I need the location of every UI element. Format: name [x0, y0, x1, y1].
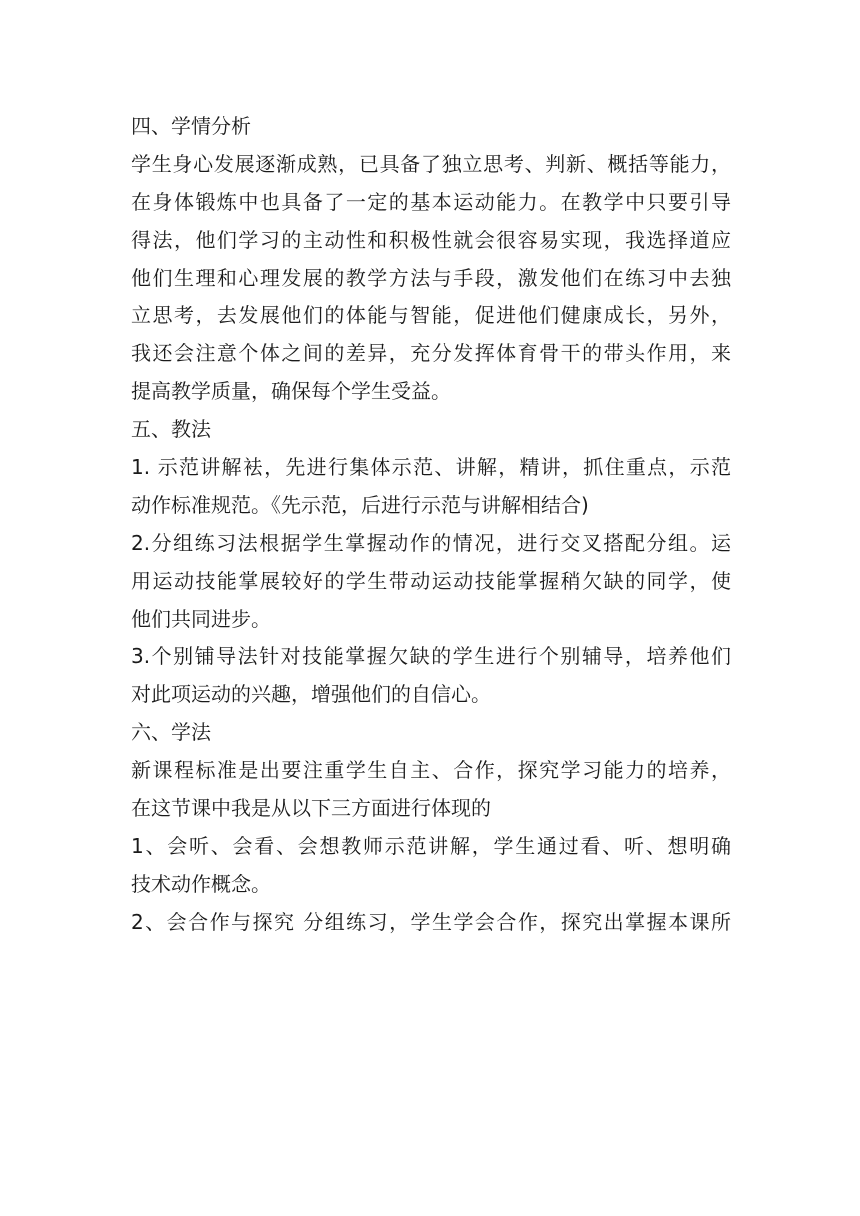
section-heading-teaching-methods: 五、教法 [131, 417, 211, 442]
list-item-line: 用运动技能掌展较好的学生带动运动技能掌握稍欠缺的同学，使 [131, 568, 731, 593]
paragraph-line: 得法，他们学习的主动性和积极性就会很容易实现，我选择道应 [131, 227, 731, 252]
paragraph-line: 在身体锻炼中也具备了一定的基本运动能力。在教学中只要引导 [131, 189, 731, 214]
list-item-line: 技术动作概念。 [131, 871, 271, 896]
document-body [131, 108, 731, 942]
list-item-line: 3.个别铺导法针对技能掌握欠缺的学生进行个别辅导，培养他们 [131, 644, 731, 669]
paragraph-line: 提高教学质量，确保每个学生受益。 [131, 379, 451, 404]
list-item-line: 1. 示范讲解袪，先进行集体示范、讲解，精讲，抓住重点，示范 [131, 455, 731, 480]
list-item-line: 2、会合作与探究 分组练习，学生学会合作，探究出掌握本课所 [131, 909, 731, 934]
paragraph-line: 在这节课中我是从以下三方面进行体现的 [131, 796, 491, 821]
list-item-line: 1、会听、会看、会想教师示范讲解，学生通过看、听、想明确 [131, 833, 731, 858]
list-item-line: 他们共同进步。 [131, 606, 271, 631]
paragraph-line: 立思考，去发展他们的体能与智能，促进他们健康成长，另外， [131, 303, 731, 328]
list-item-line: 对此项运动的兴趣，增强他们的自信心。 [131, 682, 491, 707]
paragraph-line: 我还会注意个体之间的差异，充分发挥体育骨干的带头作用，来 [131, 341, 731, 366]
section-heading-learning-methods: 六、学法 [131, 720, 211, 745]
section-heading-student-analysis: 四、学情分析 [131, 114, 251, 138]
list-item-line: 动作标准规范。《先示范，后进行示范与讲解相结合) [131, 492, 589, 517]
paragraph-line: 他们生理和心理发展的教学方法与手段，激发他们在练习中去独 [131, 265, 731, 290]
list-item-line: 2.分组练习法根据学生掌握动作的情况，进行交叉搭配分组。运 [131, 530, 731, 555]
paragraph-line: 新课程标准是出要注重学生自主、合作，探究学习能力的培养， [131, 758, 731, 783]
paragraph-line: 学生身心发展逐渐成熟，已具备了独立思考、判新、概括等能力， [131, 151, 731, 176]
